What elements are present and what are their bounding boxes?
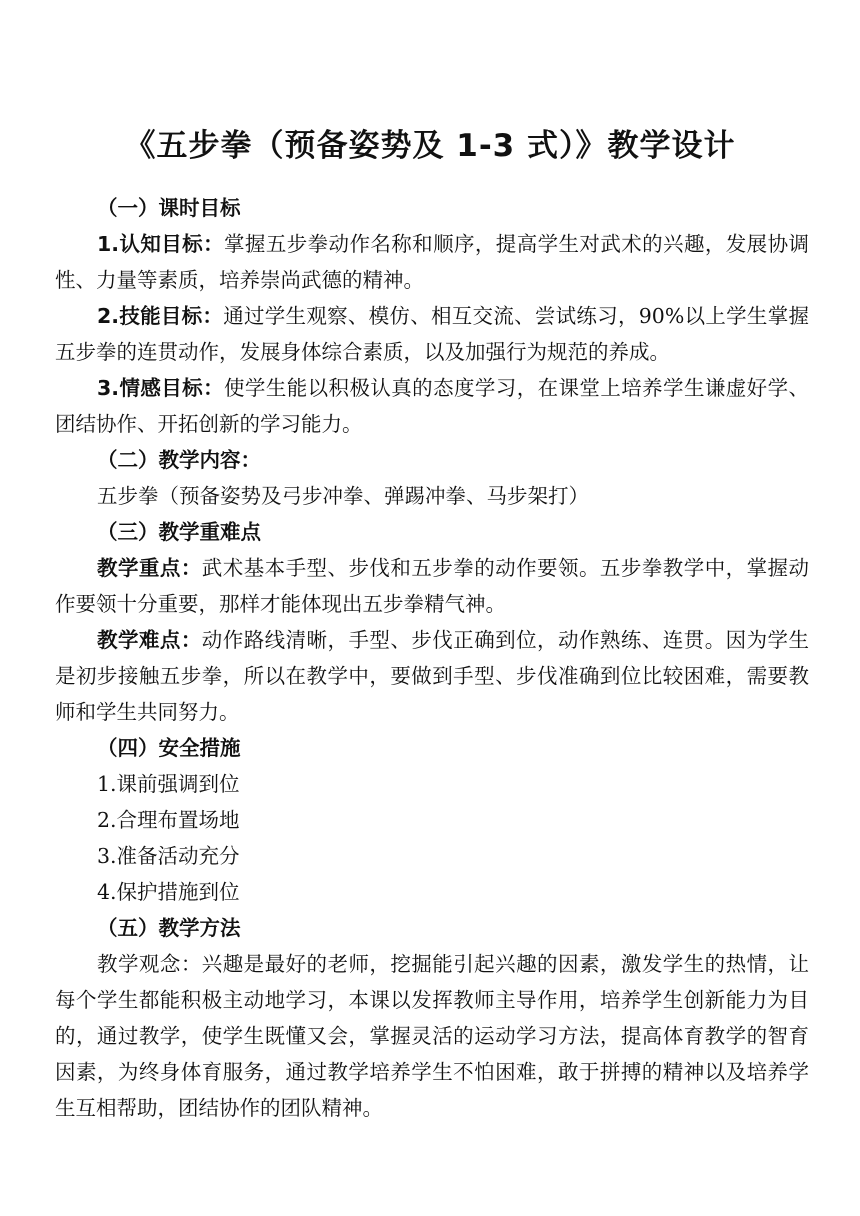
- difficult-point-label: 教学难点：: [97, 628, 202, 652]
- section-heading-objectives: （一）课时目标: [97, 196, 241, 220]
- goal-text: 通过学生观察、模仿、相互交流、尝试练习，90%以上学生掌握五步拳的连贯动作，发展身体综合素质，以及加强行为规范的养成。: [55, 304, 809, 364]
- key-point-text: 武术基本手型、步伐和五步拳的动作要领。五步拳教学中，掌握动作要领十分重要，那样才能体现出五步拳精气神。: [55, 556, 810, 616]
- safety-item: 3.准备活动充分: [97, 844, 240, 868]
- section-heading-safety: （四）安全措施: [97, 736, 241, 760]
- goal-cognitive: [55, 226, 809, 298]
- difficult-point-text: 动作路线清晰，手型、步伐正确到位，动作熟练、连贯。因为学生是初步接触五步拳，所以在教学中，要做到手型、步伐准确到位比较困难，需要教师和学生共同努力。: [55, 628, 810, 724]
- document-title: 《五步拳（预备姿势及 1-3 式）》教学设计: [124, 128, 736, 164]
- goal-label: 2.技能目标：: [97, 304, 224, 328]
- goal-label: 1.认知目标：: [97, 232, 224, 256]
- key-point-label: 教学重点：: [97, 556, 202, 580]
- goal-label: 3.情感目标：: [97, 376, 224, 400]
- goal-skill: [55, 298, 809, 370]
- safety-item: 4.保护措施到位: [97, 880, 240, 904]
- section-heading-methods: （五）教学方法: [97, 916, 241, 940]
- key-point-paragraph: [55, 550, 809, 622]
- document-body: [55, 190, 809, 1126]
- difficult-point-paragraph: [55, 622, 809, 730]
- section-heading-content: （二）教学内容：: [97, 448, 261, 472]
- goal-emotional: [55, 370, 809, 442]
- safety-item: 1.课前强调到位: [97, 772, 240, 796]
- teaching-content-text: 五步拳（预备姿势及弓步冲拳、弹踢冲拳、马步架打）: [97, 484, 589, 508]
- goal-text: 掌握五步拳动作名称和顺序，提高学生对武术的兴趣，发展协调性、力量等素质，培养崇尚武德的精神。: [55, 232, 809, 292]
- safety-item: 2.合理布置场地: [97, 808, 240, 832]
- section-heading-key-points: （三）教学重难点: [97, 520, 261, 544]
- teaching-method-text: 教学观念：兴趣是最好的老师，挖掘能引起兴趣的因素，激发学生的热情，让每个学生都能积极主动地学习，本课以发挥教师主导作用，培养学生创新能力为目的，通过教学，使学生既懂又会，掌握灵活的运动学习方法，提高体育教学的智育因素，为终身体育服务，通过教学培养学生不怕困难，敢于拼搏的精神以及培养学生互相帮助，团结协作的团队精神。: [55, 952, 809, 1120]
- goal-text: 使学生能以积极认真的态度学习，在课堂上培养学生谦虚好学、团结协作、开拓创新的学习能力。: [55, 376, 809, 436]
